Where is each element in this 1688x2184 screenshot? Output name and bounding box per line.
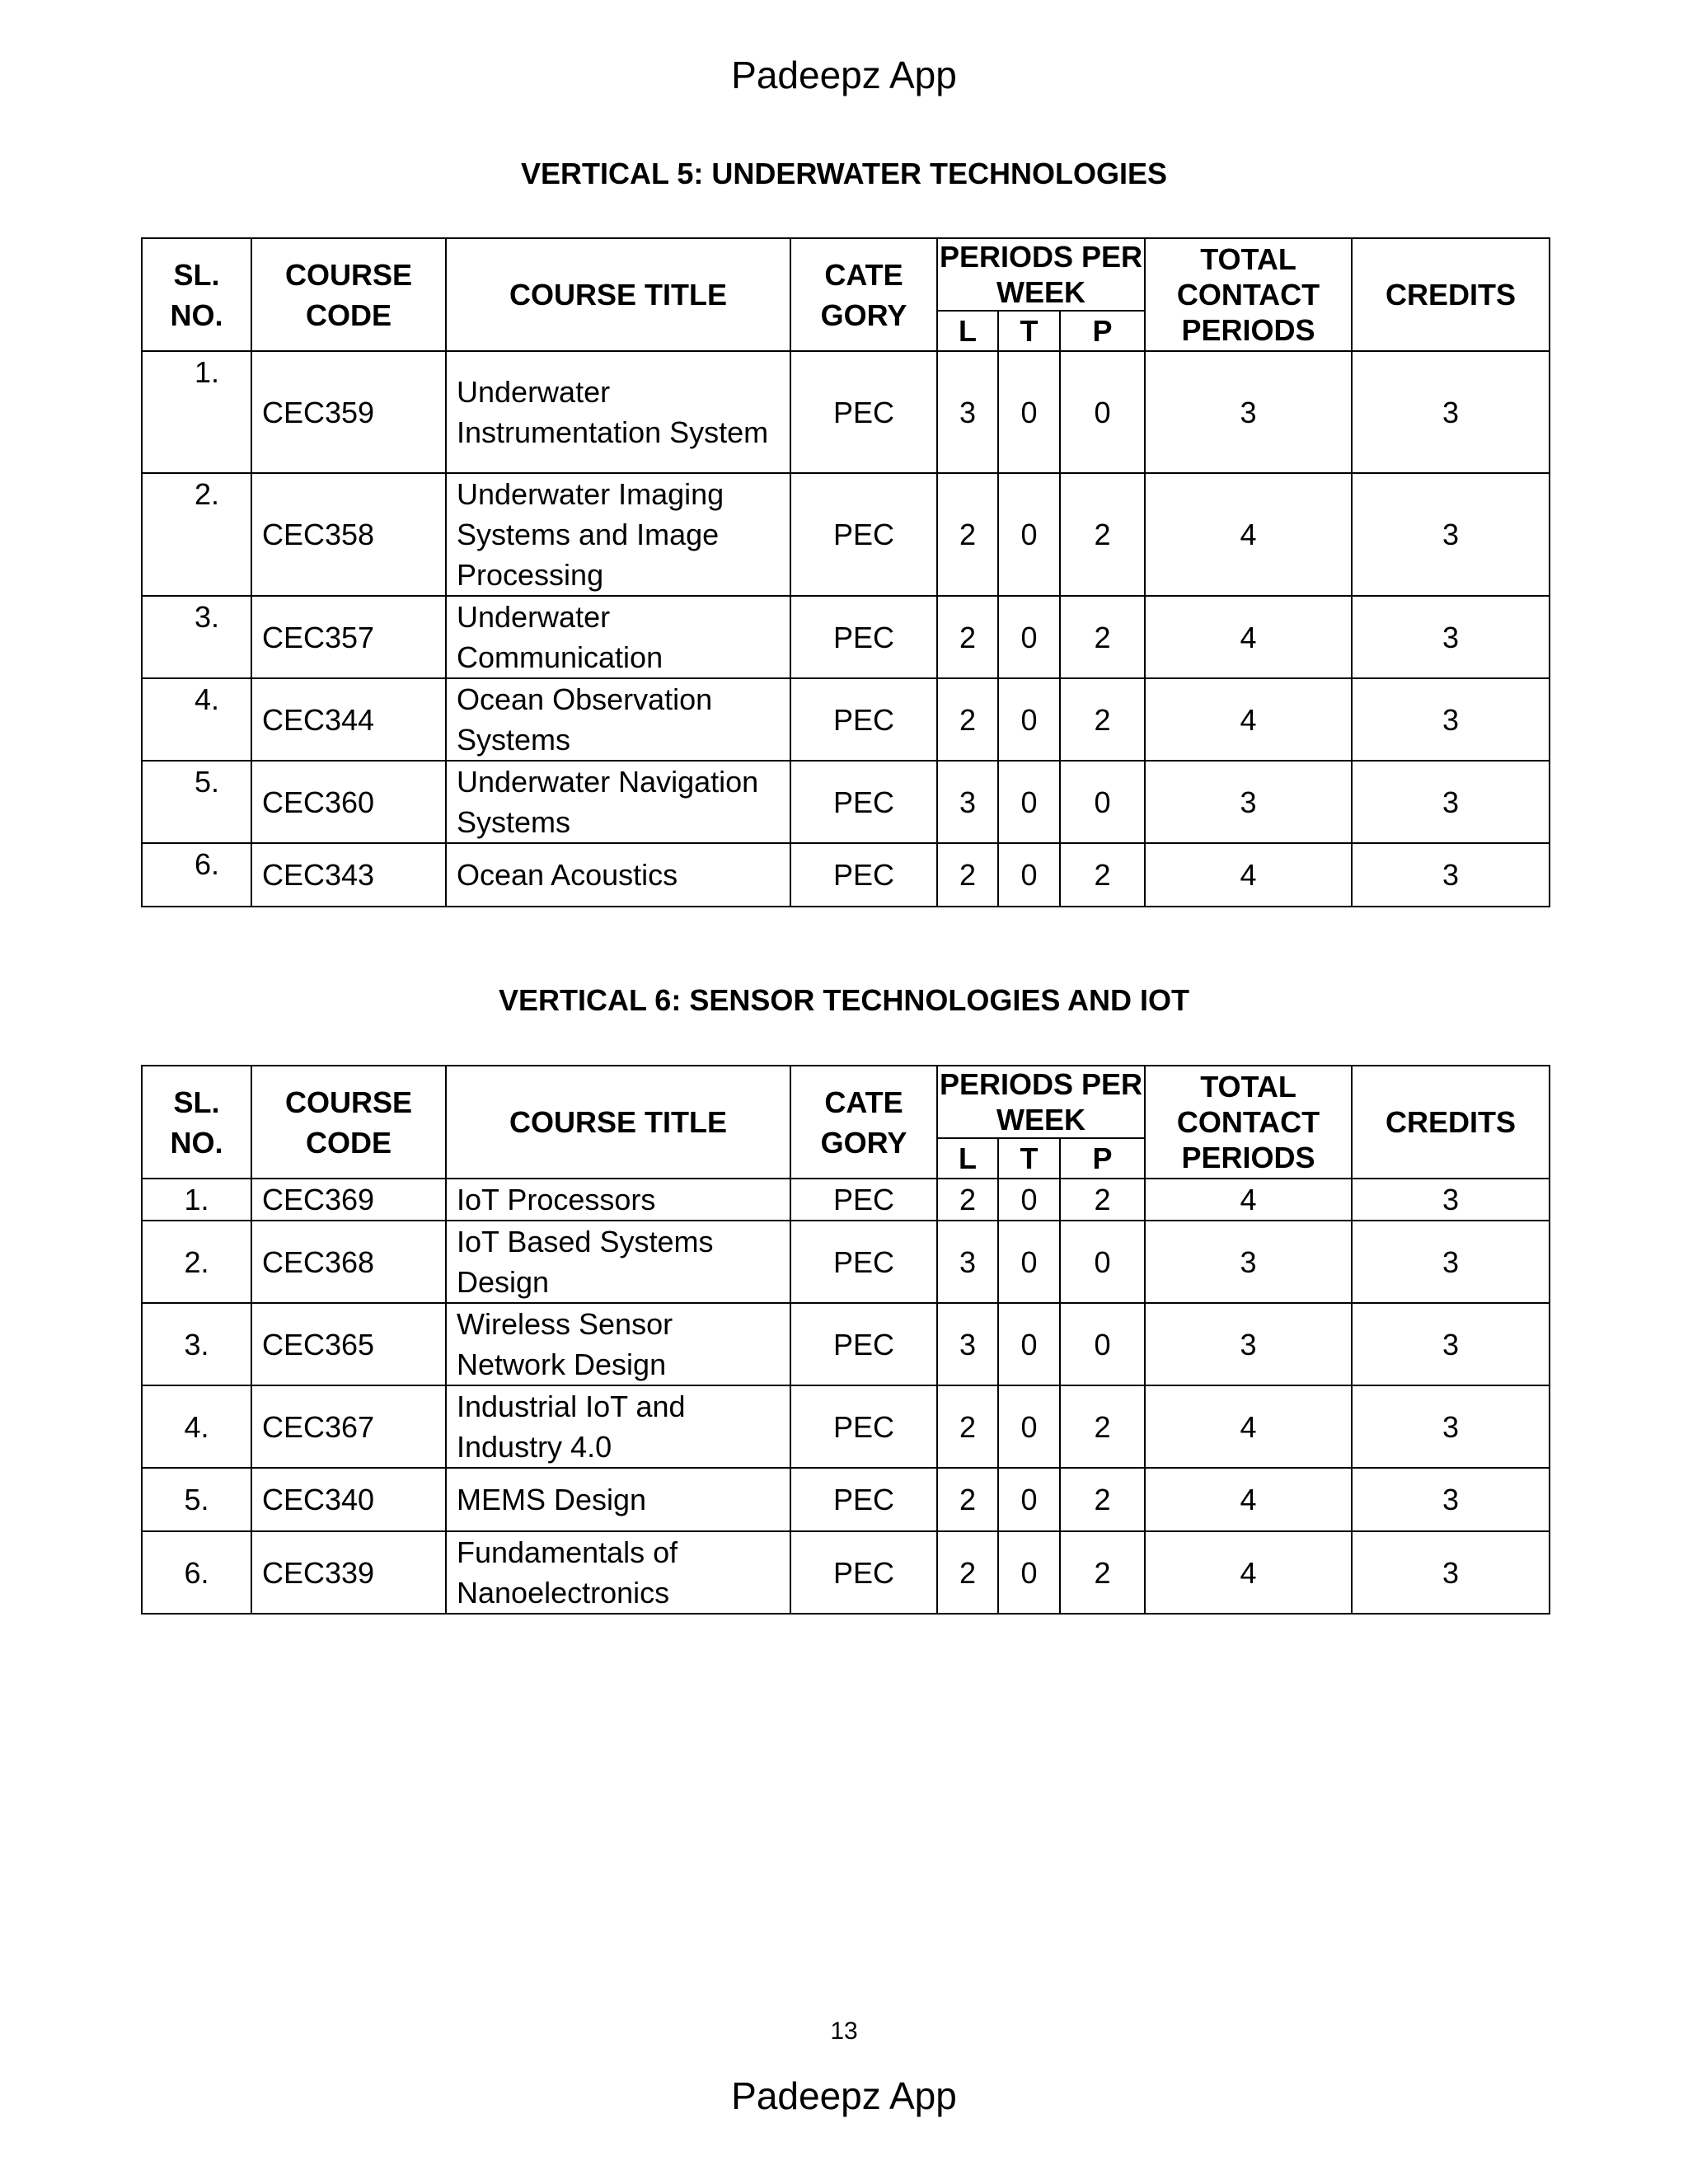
credits-cell: 3 — [1352, 1179, 1550, 1221]
course-code-cell: CEC360 — [251, 761, 446, 843]
total-contact-periods-cell: 4 — [1145, 1385, 1352, 1468]
course-title-cell: Industrial IoT and Industry 4.0 — [446, 1385, 790, 1468]
total-contact-periods-cell: 4 — [1145, 843, 1352, 907]
table-row — [142, 843, 1550, 907]
category-cell: PEC — [790, 351, 937, 473]
t-cell: 0 — [998, 678, 1060, 761]
total-contact-periods-cell: 4 — [1145, 1179, 1352, 1221]
col-header-periods-per-week: PERIODS PER WEEK — [937, 1066, 1145, 1138]
col-header-t: T — [998, 311, 1060, 351]
total-contact-periods-cell: 4 — [1145, 1468, 1352, 1531]
p-cell: 2 — [1060, 678, 1145, 761]
p-cell: 0 — [1060, 351, 1145, 473]
col-header-credits: CREDITS — [1352, 238, 1550, 351]
category-cell: PEC — [790, 843, 937, 907]
table-row — [142, 1531, 1550, 1614]
course-code-cell: CEC340 — [251, 1468, 446, 1531]
total-contact-periods-cell: 3 — [1145, 1221, 1352, 1303]
category-cell: PEC — [790, 1221, 937, 1303]
col-header-category: CATE GORY — [790, 1066, 937, 1179]
credits-cell: 3 — [1352, 1221, 1550, 1303]
course-title-cell: Wireless Sensor Network Design — [446, 1303, 790, 1385]
course-code-cell: CEC343 — [251, 843, 446, 907]
course-code-cell: CEC358 — [251, 473, 446, 596]
sl-no-cell: 5. — [142, 1468, 251, 1531]
table-row — [142, 1468, 1550, 1531]
course-title-cell: Fundamentals of Nanoelectronics — [446, 1531, 790, 1614]
table-row — [142, 351, 1550, 473]
sl-no-cell: 6. — [142, 843, 251, 907]
table-row — [142, 1221, 1550, 1303]
course-code-cell: CEC367 — [251, 1385, 446, 1468]
credits-cell: 3 — [1352, 1303, 1550, 1385]
l-cell: 2 — [937, 1531, 998, 1614]
course-code-cell: CEC368 — [251, 1221, 446, 1303]
credits-cell: 3 — [1352, 1531, 1550, 1614]
t-cell: 0 — [998, 843, 1060, 907]
course-title-cell: Ocean Observation Systems — [446, 678, 790, 761]
p-cell: 0 — [1060, 761, 1145, 843]
table-row — [142, 761, 1550, 843]
category-cell: PEC — [790, 678, 937, 761]
total-contact-periods-cell: 3 — [1145, 761, 1352, 843]
p-cell: 2 — [1060, 596, 1145, 678]
col-header-course-title: COURSE TITLE — [446, 1066, 790, 1179]
col-header-sl-no: SL. NO. — [142, 238, 251, 351]
course-title-cell: Underwater Communication — [446, 596, 790, 678]
category-cell: PEC — [790, 1531, 937, 1614]
col-header-total-contact-periods: TOTAL CONTACT PERIODS — [1145, 238, 1352, 351]
t-cell: 0 — [998, 596, 1060, 678]
table-row — [142, 1385, 1550, 1468]
total-contact-periods-cell: 4 — [1145, 473, 1352, 596]
sl-no-cell: 6. — [142, 1531, 251, 1614]
col-header-p: P — [1060, 311, 1145, 351]
col-header-course-title: COURSE TITLE — [446, 238, 790, 351]
l-cell: 3 — [937, 1303, 998, 1385]
category-cell: PEC — [790, 1468, 937, 1531]
course-code-cell: CEC369 — [251, 1179, 446, 1221]
total-contact-periods-cell: 4 — [1145, 678, 1352, 761]
course-title-cell: IoT Processors — [446, 1179, 790, 1221]
vertical-6-table — [141, 1065, 1550, 1615]
credits-cell: 3 — [1352, 596, 1550, 678]
table-row — [142, 473, 1550, 596]
col-header-periods-per-week: PERIODS PER WEEK — [937, 238, 1145, 311]
credits-cell: 3 — [1352, 473, 1550, 596]
table-row — [142, 1179, 1550, 1221]
t-cell: 0 — [998, 473, 1060, 596]
t-cell: 0 — [998, 1385, 1060, 1468]
col-header-sl-no: SL. NO. — [142, 1066, 251, 1179]
t-cell: 0 — [998, 1303, 1060, 1385]
credits-cell: 3 — [1352, 678, 1550, 761]
t-cell: 0 — [998, 351, 1060, 473]
course-code-cell: CEC344 — [251, 678, 446, 761]
category-cell: PEC — [790, 596, 937, 678]
t-cell: 0 — [998, 1179, 1060, 1221]
t-cell: 0 — [998, 1531, 1060, 1614]
p-cell: 2 — [1060, 1385, 1145, 1468]
course-title-cell: Underwater Navigation Systems — [446, 761, 790, 843]
total-contact-periods-cell: 4 — [1145, 596, 1352, 678]
total-contact-periods-cell: 3 — [1145, 351, 1352, 473]
col-header-l: L — [937, 1138, 998, 1179]
course-code-cell: CEC365 — [251, 1303, 446, 1385]
t-cell: 0 — [998, 761, 1060, 843]
credits-cell: 3 — [1352, 351, 1550, 473]
col-header-p: P — [1060, 1138, 1145, 1179]
col-header-credits: CREDITS — [1352, 1066, 1550, 1179]
category-cell: PEC — [790, 1179, 937, 1221]
sl-no-cell: 4. — [142, 1385, 251, 1468]
credits-cell: 3 — [1352, 843, 1550, 907]
credits-cell: 3 — [1352, 761, 1550, 843]
l-cell: 2 — [937, 678, 998, 761]
sl-no-cell: 5. — [142, 761, 251, 843]
footer-watermark: Padeepz App — [731, 2074, 957, 2117]
total-contact-periods-cell: 4 — [1145, 1531, 1352, 1614]
sl-no-cell: 4. — [142, 678, 251, 761]
col-header-t: T — [998, 1138, 1060, 1179]
course-title-cell: Underwater Imaging Systems and Image Processing — [446, 473, 790, 596]
sl-no-cell: 2. — [142, 473, 251, 596]
course-code-cell: CEC339 — [251, 1531, 446, 1614]
l-cell: 2 — [937, 1385, 998, 1468]
category-cell: PEC — [790, 761, 937, 843]
col-header-l: L — [937, 311, 998, 351]
l-cell: 3 — [937, 761, 998, 843]
header-watermark: Padeepz App — [731, 54, 957, 96]
l-cell: 2 — [937, 1179, 998, 1221]
vertical-6-heading: VERTICAL 6: SENSOR TECHNOLOGIES AND IOT — [498, 983, 1190, 1017]
course-code-cell: CEC357 — [251, 596, 446, 678]
course-title-cell: IoT Based Systems Design — [446, 1221, 790, 1303]
p-cell: 2 — [1060, 843, 1145, 907]
l-cell: 3 — [937, 351, 998, 473]
p-cell: 2 — [1060, 1531, 1145, 1614]
vertical-5-heading: VERTICAL 5: UNDERWATER TECHNOLOGIES — [520, 157, 1168, 190]
l-cell: 2 — [937, 843, 998, 907]
l-cell: 3 — [937, 1221, 998, 1303]
total-contact-periods-cell: 3 — [1145, 1303, 1352, 1385]
table-row — [142, 678, 1550, 761]
l-cell: 2 — [937, 1468, 998, 1531]
p-cell: 0 — [1060, 1221, 1145, 1303]
table-row — [142, 1303, 1550, 1385]
sl-no-cell: 1. — [142, 351, 251, 473]
category-cell: PEC — [790, 473, 937, 596]
page-number: 13 — [830, 2018, 858, 2045]
course-title-cell: Ocean Acoustics — [446, 843, 790, 907]
table-row — [142, 596, 1550, 678]
p-cell: 2 — [1060, 473, 1145, 596]
col-header-total-contact-periods: TOTAL CONTACT PERIODS — [1145, 1066, 1352, 1179]
course-title-cell: MEMS Design — [446, 1468, 790, 1531]
sl-no-cell: 3. — [142, 596, 251, 678]
vertical-5-table — [141, 237, 1550, 907]
col-header-course-code: COURSE CODE — [251, 238, 446, 351]
credits-cell: 3 — [1352, 1385, 1550, 1468]
l-cell: 2 — [937, 596, 998, 678]
t-cell: 0 — [998, 1468, 1060, 1531]
p-cell: 2 — [1060, 1468, 1145, 1531]
t-cell: 0 — [998, 1221, 1060, 1303]
sl-no-cell: 2. — [142, 1221, 251, 1303]
course-title-cell: Underwater Instrumentation System — [446, 351, 790, 473]
sl-no-cell: 3. — [142, 1303, 251, 1385]
col-header-category: CATE GORY — [790, 238, 937, 351]
col-header-course-code: COURSE CODE — [251, 1066, 446, 1179]
credits-cell: 3 — [1352, 1468, 1550, 1531]
sl-no-cell: 1. — [142, 1179, 251, 1221]
category-cell: PEC — [790, 1385, 937, 1468]
p-cell: 2 — [1060, 1179, 1145, 1221]
p-cell: 0 — [1060, 1303, 1145, 1385]
l-cell: 2 — [937, 473, 998, 596]
category-cell: PEC — [790, 1303, 937, 1385]
course-code-cell: CEC359 — [251, 351, 446, 473]
